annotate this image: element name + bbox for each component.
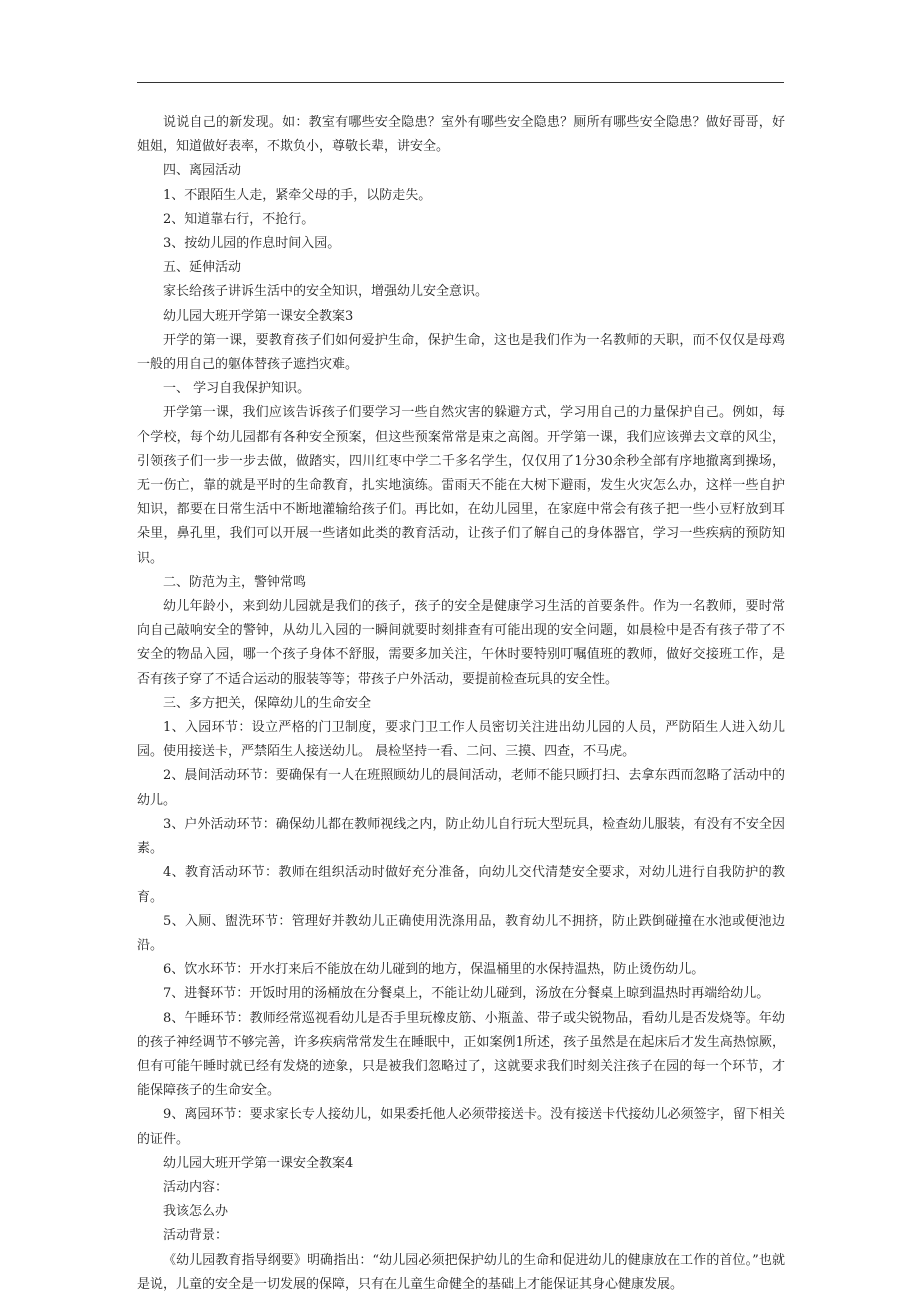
- paragraph: 开学第一课，我们应该告诉孩子们要学习一些自然灾害的躲避方式，学习用自己的力量保护自己。例如，每个学校，每个幼儿园都有各种安全预案，但这些预案常常是束之高阁。开学第一课，我们应该弹去文章的风尘，引领孩子们一步一步去做，做踏实，四川红枣中学二千多名学生，仅仅用了1分30余秒全部有序地撤离到操场，无一伤亡，靠的就是平时的生命教育，扎实地演练。雷雨天不能在大树下避雨，发生火灾怎么办，这样一些自护知识，都要在日常生活中不断地灌输给孩子们。再比如，在幼儿园里，在家庭中常会有孩子把一些小豆籽放到耳朵里，鼻孔里，我们可以开展一些诸如此类的教育活动，让孩子们了解自己的身体器官，学习一些疾病的预防知识。: [137, 405, 785, 566]
- paragraph: 幼儿年龄小，来到幼儿园就是我们的孩子，孩子的安全是健康学习生活的首要条件。作为一名教师，要时常向自己敲响安全的警钟，从幼儿入园的一瞬间就要时刻排查有可能出现的安全问题，如晨检中是否有孩子带了不安全的物品入园，哪一个孩子身体不舒服，需要多加关注，午休时要特别叮嘱值班的教师，做好交接班工作，是否有孩子穿了不适合运动的服装等等；带孩子户外活动，要提前检查玩具的安全性。: [137, 599, 785, 687]
- field-value: 我该怎么办: [163, 1204, 229, 1220]
- document-body: [137, 111, 785, 1297]
- header-rule: [137, 82, 784, 83]
- list-item: 2、晨间活动环节：要确保有一人在班照顾幼儿的晨间活动，老师不能只顾打扫、去拿东西而忽略了活动中的幼儿。: [137, 768, 785, 808]
- list-item: 3、按幼儿园的作息时间入园。: [163, 236, 341, 252]
- list-item: 3、户外活动环节：确保幼儿都在教师视线之内，防止幼儿自行玩大型玩具，检查幼儿服装，有没有不安全因素。: [137, 816, 785, 857]
- section-heading: 三、多方把关，保障幼儿的生命安全: [163, 695, 372, 711]
- document-title: 幼儿园大班开学第一课安全教案3: [163, 308, 354, 324]
- list-item: 9、离园环节：要求家长专人接幼儿，如果委托他人必须带接送卡。没有接送卡代接幼儿必须签字，留下相关的证件。: [137, 1107, 785, 1147]
- list-item: 1、入园环节：设立严格的门卫制度，要求门卫工作人员密切关注进出幼儿园的人员，严防陌生人进入幼儿园。使用接送卡，严禁陌生人接送幼儿。 晨检坚持一看、二问、三摸、四查，不马虎。: [137, 720, 785, 760]
- list-item: 6、饮水环节：开水打来后不能放在幼儿碰到的地方，保温桶里的水保持温热，防止烫伤幼儿。: [163, 962, 705, 978]
- section-heading: 一、 学习自我保护知识。: [163, 381, 311, 397]
- list-item: 5、入厕、盥洗环节：管理好并教幼儿正确使用洗涤用品，教育幼儿不拥挤，防止跌倒碰撞在水池或便池边沿。: [137, 913, 785, 953]
- field-label: 活动背景：: [163, 1228, 229, 1244]
- section-heading: 五、延伸活动: [163, 260, 242, 276]
- document-title: 幼儿园大班开学第一课安全教案4: [163, 1155, 354, 1171]
- section-heading: 二、防范为主，警钟常鸣: [163, 574, 307, 590]
- paragraph: 说说自己的新发现。如：教室有哪些安全隐患？室外有哪些安全隐患？厕所有哪些安全隐患？做好哥哥，好姐姐，知道做好表率，不欺负小，尊敬长辈，讲安全。: [137, 115, 785, 155]
- list-item: 7、进餐环节：开饭时用的汤桶放在分餐桌上，不能让幼儿碰到，汤放在分餐桌上晾到温热时再端给幼儿。: [163, 986, 770, 1002]
- paragraph: 开学的第一课，要教育孩子们如何爱护生命，保护生命，这也是我们作为一名教师的天职，而不仅仅是母鸡一般的用自己的躯体替孩子遮挡灾难。: [137, 332, 785, 373]
- paragraph: 《幼儿园教育指导纲要》明确指出：“幼儿园必须把保护幼儿的生命和促进幼儿的健康放在工作的首位。”也就是说，儿童的安全是一切发展的保障，只有在儿童生命健全的基础上才能保证其身心健康发展。: [137, 1252, 785, 1292]
- list-item: 8、午睡环节：教师经常巡视看幼儿是否手里玩橡皮筋、小瓶盖、带子或尖锐物品，看幼儿是否发烧等。年幼的孩子神经调节不够完善，许多疾病常常发生在睡眠中，正如案例1所述，孩子虽然是在起床后才发生高热惊厥，但有可能午睡时就已经有发烧的迹象，只是被我们忽略过了，这就要求我们时刻关注孩子在园的每一个环节，才能保障孩子的生命安全。: [137, 1010, 785, 1099]
- section-heading: 四、离园活动: [163, 163, 242, 179]
- list-item: 1、不跟陌生人走，紧牵父母的手，以防走失。: [163, 187, 432, 203]
- paragraph: 家长给孩子讲诉生活中的安全知识，增强幼儿安全意识。: [163, 284, 489, 300]
- list-item: 4、教育活动环节：教师在组织活动时做好充分准备，向幼儿交代清楚安全要求，对幼儿进行自我防护的教育。: [137, 865, 785, 905]
- field-label: 活动内容：: [163, 1179, 229, 1195]
- list-item: 2、知道靠右行，不抢行。: [163, 211, 315, 227]
